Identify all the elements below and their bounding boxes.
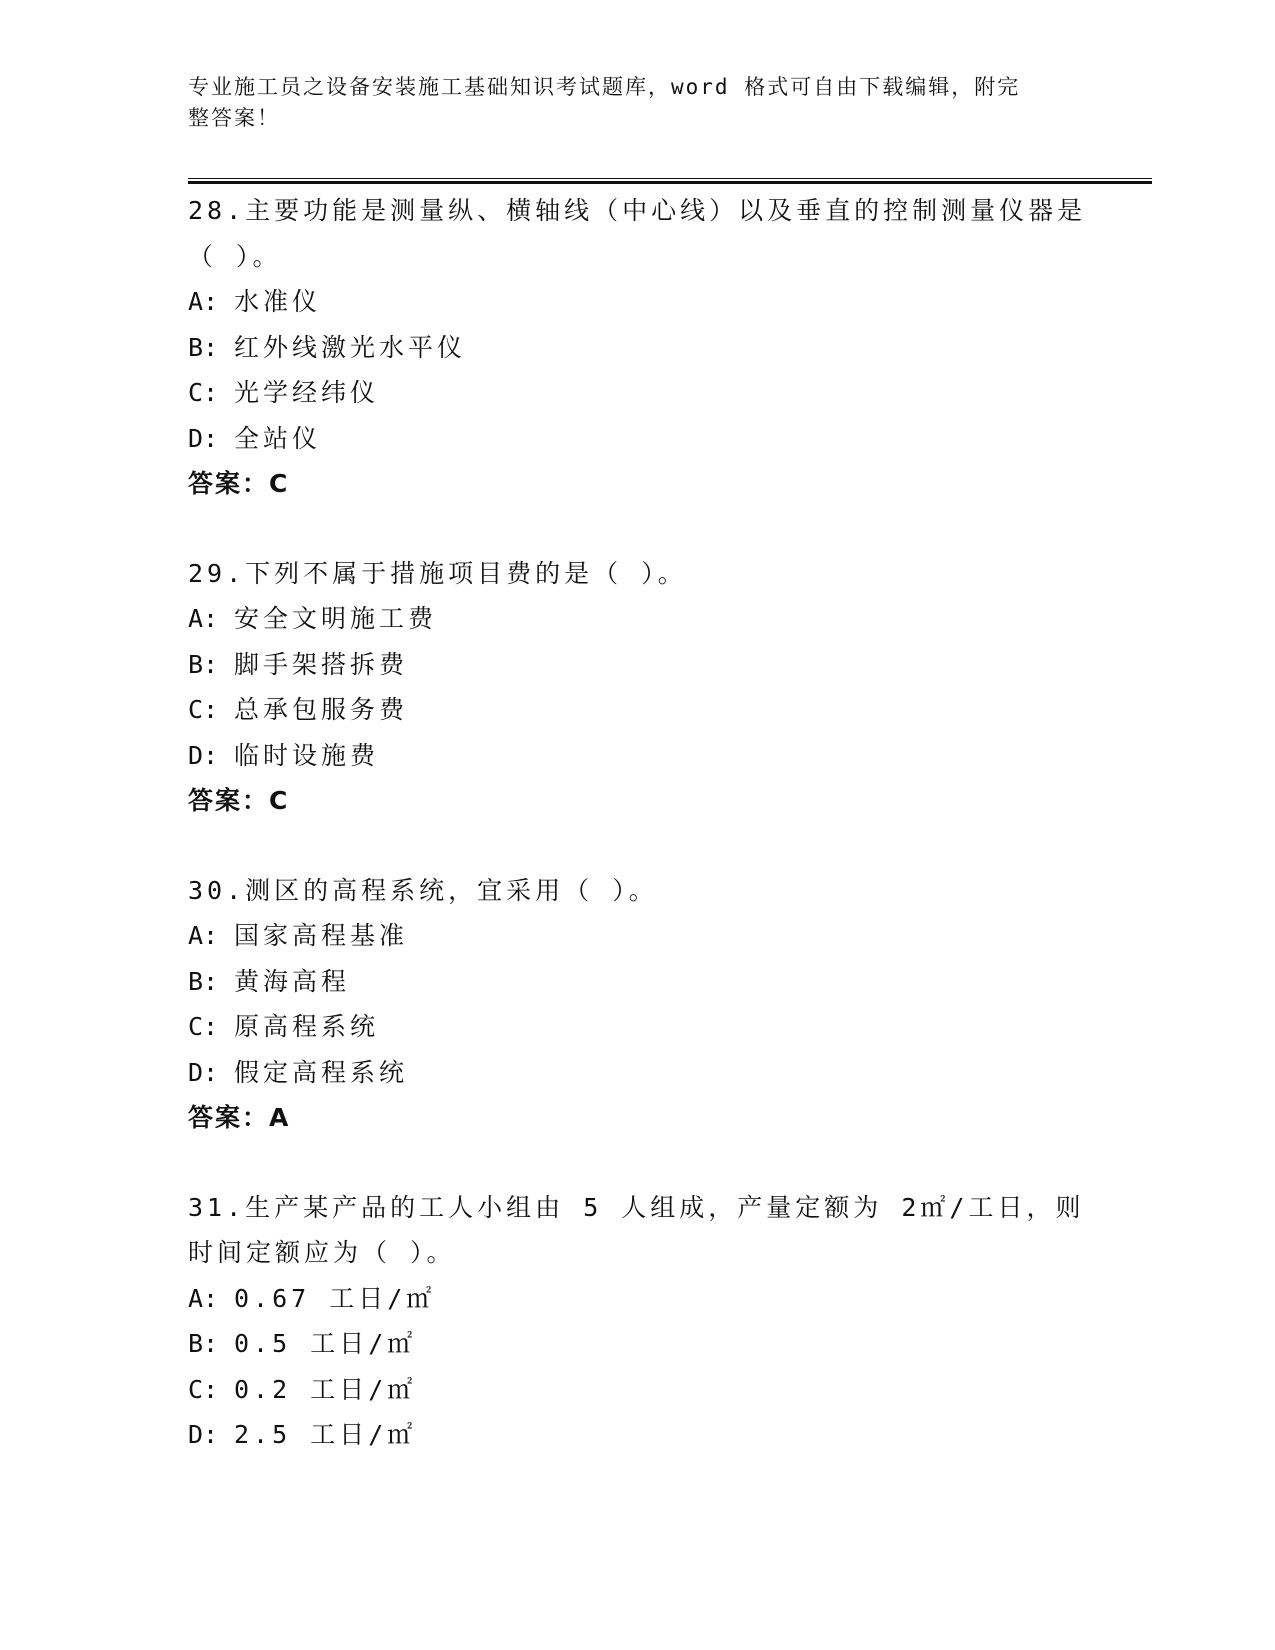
answer-line: 答案：A (188, 1103, 291, 1132)
question-30 (188, 868, 1108, 1141)
option-d (188, 1050, 1108, 1096)
option-letter: D: (188, 740, 219, 770)
option-text: 安全文明施工费 (234, 604, 438, 633)
option-a (188, 913, 1108, 959)
option-text: 0.2 工日/㎡ (234, 1374, 417, 1404)
option-letter: C: (188, 378, 219, 407)
option-text: 0.5 工日/㎡ (234, 1329, 417, 1358)
option-letter: B: (188, 1329, 219, 1358)
option-text: 假定高程系统 (234, 1057, 409, 1087)
option-text: 黄海高程 (234, 966, 351, 996)
question-text: 28.主要功能是测量纵、横轴线（中心线）以及垂直的控制测量仪器是（ ）。 (188, 196, 1087, 271)
option-letter: D: (188, 1420, 219, 1449)
option-letter: B: (188, 966, 219, 996)
option-b (188, 642, 1108, 688)
option-letter: B: (188, 332, 219, 362)
question-text: 30.测区的高程系统，宜采用（ ）。 (188, 875, 658, 905)
question-text: 29.下列不属于措施项目费的是（ ）。 (188, 558, 687, 588)
option-text: 2.5 工日/㎡ (234, 1420, 417, 1449)
option-text: 光学经纬仪 (234, 378, 380, 407)
option-d (188, 733, 1108, 779)
option-c (188, 1004, 1108, 1050)
option-text: 水准仪 (234, 287, 322, 316)
option-text: 脚手架搭拆费 (234, 649, 409, 679)
option-letter: B: (188, 649, 219, 679)
option-letter: C: (188, 1374, 219, 1404)
option-d (188, 416, 1108, 462)
option-c (188, 370, 1108, 416)
option-letter: A: (188, 604, 219, 633)
header-divider-thick (188, 181, 1152, 184)
option-text: 红外线激光水平仪 (234, 332, 467, 362)
question-31 (188, 1185, 1108, 1458)
option-b (188, 1321, 1108, 1367)
option-b (188, 325, 1108, 371)
option-text: 总承包服务费 (234, 695, 409, 724)
option-letter: D: (188, 423, 219, 453)
answer-line: 答案：C (188, 786, 290, 815)
question-list (188, 188, 1108, 1502)
option-a (188, 279, 1108, 325)
option-text: 临时设施费 (234, 740, 380, 770)
option-letter: D: (188, 1057, 219, 1087)
option-a (188, 1276, 1108, 1322)
option-c (188, 1367, 1108, 1413)
option-text: 全站仪 (234, 423, 322, 453)
header-divider-thin (188, 178, 1152, 179)
option-letter: C: (188, 695, 219, 724)
option-d (188, 1412, 1108, 1458)
option-c (188, 687, 1108, 733)
option-text: 国家高程基准 (234, 921, 409, 950)
option-text: 0.67 工日/㎡ (234, 1283, 436, 1313)
document-header (188, 72, 1068, 134)
option-letter: A: (188, 921, 219, 950)
option-letter: A: (188, 1283, 219, 1313)
answer-line: 答案：C (188, 469, 290, 498)
option-a (188, 596, 1108, 642)
header-line-1: 专业施工员之设备安装施工基础知识考试题库，word 格式可自由下载编辑，附完 (188, 75, 1021, 99)
question-text: 31.生产某产品的工人小组由 5 人组成，产量定额为 2㎡/工日，则时间定额应为（ ）。 (188, 1192, 1085, 1267)
question-29 (188, 551, 1108, 824)
option-letter: A: (188, 287, 219, 316)
option-letter: C: (188, 1012, 219, 1041)
option-b (188, 959, 1108, 1005)
question-28 (188, 188, 1108, 507)
header-line-2: 整答案！ (188, 106, 280, 130)
option-text: 原高程系统 (234, 1012, 380, 1041)
